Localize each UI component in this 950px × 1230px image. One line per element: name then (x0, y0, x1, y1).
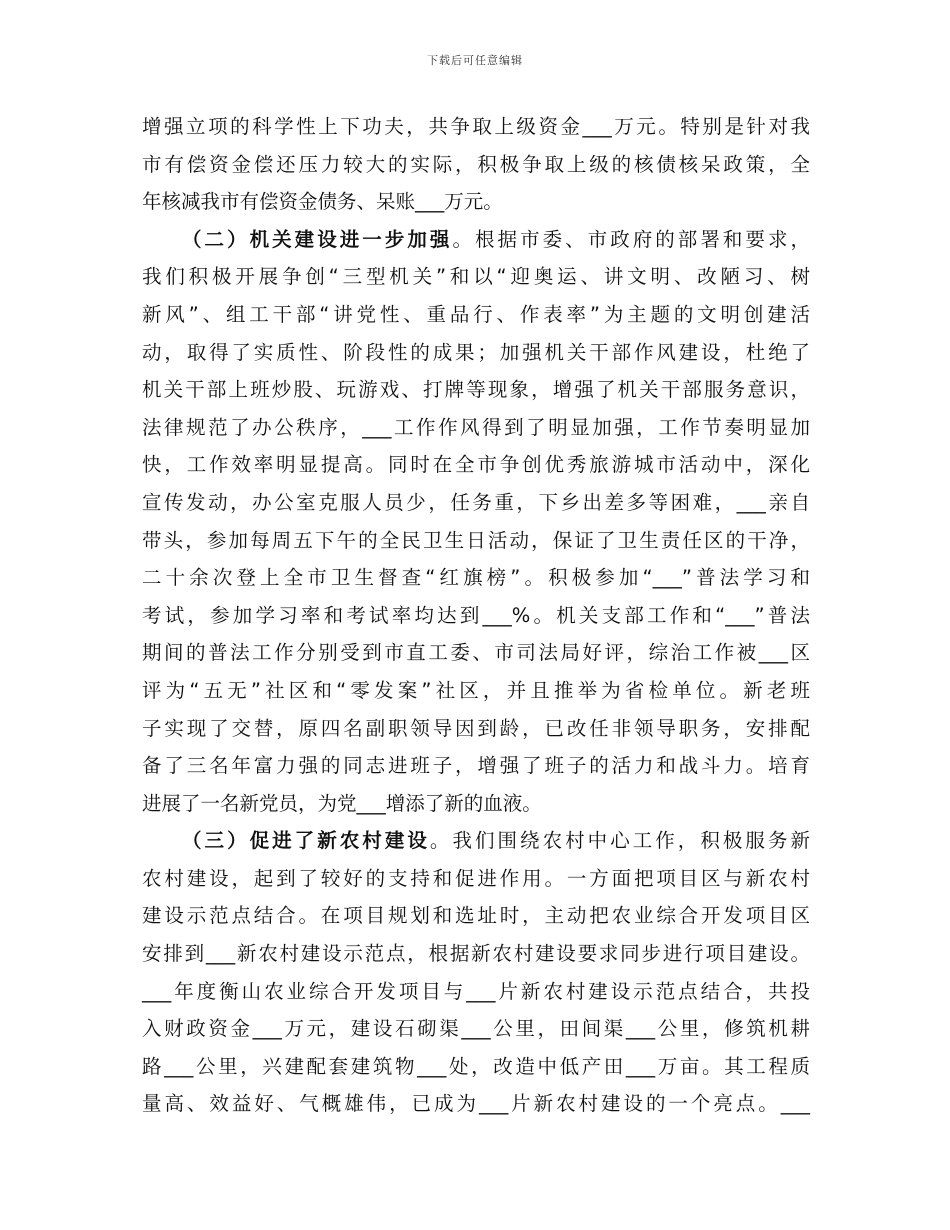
paragraph-line: 备了三名年富力强的同志进班子，增强了班子的活力和战斗力。培育 (142, 754, 810, 778)
section-heading-line (142, 221, 810, 259)
paragraph-line: 安排到___新农村建设示范点，根据新农村建设要求同步进行项目建设。 (142, 942, 810, 966)
paragraph-line: 子实现了交替，原四名副职领导因到龄，已改任非领导职务，安排配 (142, 716, 810, 740)
paragraph-line: 增强立项的科学性上下功夫，共争取上级资金___万元。特别是针对我 (142, 115, 810, 138)
paragraph-line: 期间的普法工作分别受到市直工委、市司法局好评，综治工作被___区 (142, 641, 810, 665)
paragraph-line: 进展了一名新党员，为党___增添了新的血液。 (142, 791, 542, 815)
paragraph-line: 我们积极开展争创“三型机关”和以“迎奥运、讲文明、改陋习、树 (142, 265, 810, 289)
paragraph-line: 农村建设，起到了较好的支持和促进作用。一方面把项目区与新农村 (142, 866, 810, 890)
section-heading-line (142, 822, 810, 860)
document-body (142, 108, 810, 1123)
paragraph-line: 路___公里，兴建配套建筑物___处，改造中低产田___万亩。其工程质 (142, 1054, 810, 1078)
section-heading-3: （三）促进了新农村建设 (182, 829, 430, 853)
paragraph-line: 入财政资金___万元，建设石砌渠___公里，田间渠___公里，修筑机耕 (142, 1017, 810, 1041)
paragraph-line: 建设示范点结合。在项目规划和选址时，主动把农业综合开发项目区 (142, 904, 810, 928)
paragraph-line: 评为“五无”社区和“零发案”社区，并且推举为省检单位。新老班 (142, 678, 810, 702)
section-heading-rest: 。根据市委、市政府的部署和要求， (452, 227, 810, 251)
paragraph-line: 量高、效益好、气概雄伟，已成为___片新农村建设的一个亮点。___ (142, 1092, 810, 1116)
section-heading-2: （二）机关建设进一步加强 (182, 227, 453, 251)
page-header-note: 下载后可任意编辑 (427, 54, 523, 67)
paragraph-line: 二十余次登上全市卫生督查“红旗榜”。积极参加“___”普法学习和 (142, 566, 810, 590)
paragraph-line: 市有偿资金偿还压力较大的实际，积极争取上级的核债核呆政策，全 (142, 152, 810, 176)
paragraph-line: 宣传发动，办公室克服人员少，任务重，下乡出差多等困难，___亲自 (142, 490, 810, 514)
paragraph-line: 快，工作效率明显提高。同时在全市争创优秀旅游城市活动中，深化 (142, 453, 810, 477)
paragraph-line: 法律规范了办公秩序，___工作作风得到了明显加强，工作节奏明显加 (142, 415, 810, 439)
paragraph-line: 带头，参加每周五下午的全民卫生日活动，保证了卫生责任区的干净， (142, 528, 810, 552)
section-heading-rest: 。我们围绕农村中心工作，积极服务新 (429, 829, 810, 853)
paragraph-line: ___年度衡山农业综合开发项目与___片新农村建设示范点结合，共投 (142, 979, 810, 1003)
paragraph-line: 考试，参加学习率和考试率均达到___%。机关支部工作和“___”普法 (142, 603, 810, 627)
paragraph-line: 机关干部上班炒股、玩游戏、打牌等现象，增强了机关干部服务意识， (142, 378, 810, 402)
paragraph-line: 年核减我市有偿资金债务、呆账___万元。 (142, 190, 503, 214)
paragraph-line: 新风”、组工干部“讲党性、重品行、作表率”为主题的文明创建活 (142, 302, 810, 326)
paragraph-line: 动，取得了实质性、阶段性的成果；加强机关干部作风建设，杜绝了 (142, 340, 810, 364)
